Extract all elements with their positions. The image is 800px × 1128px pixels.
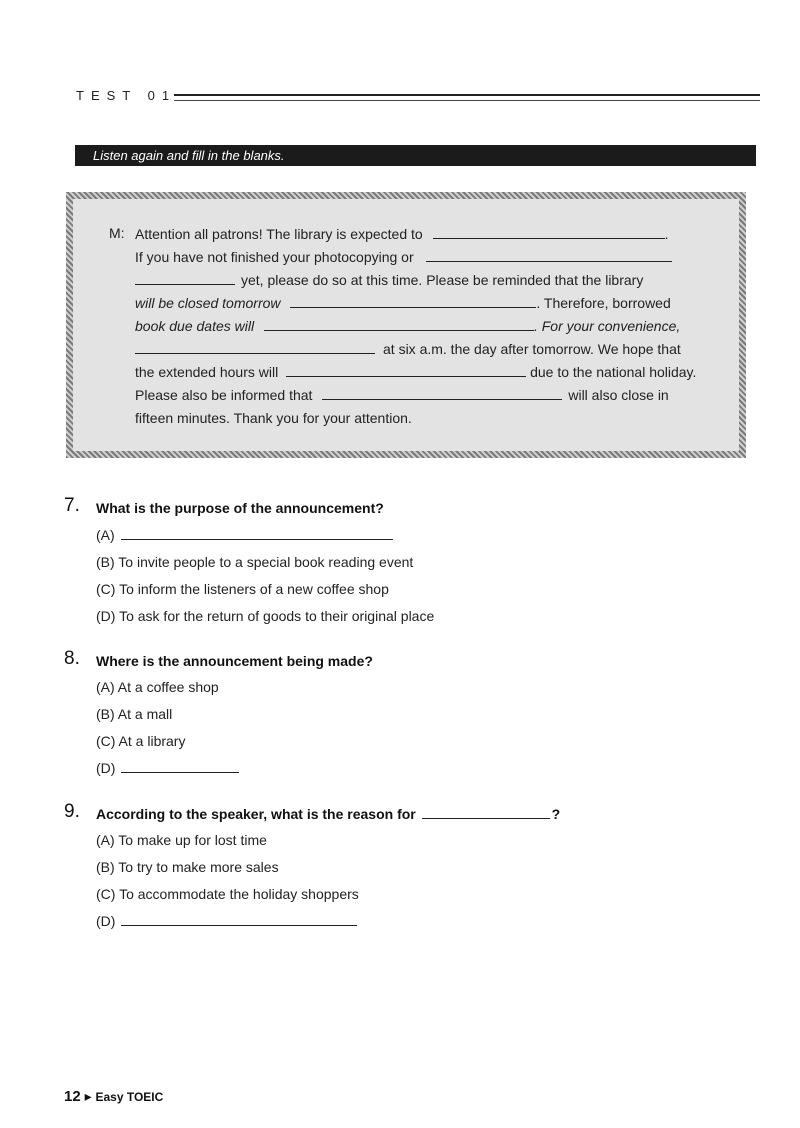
script-text: If you have not finished your photocopying or (135, 249, 414, 265)
answer-blank[interactable] (121, 527, 393, 540)
script-text: due to the national holiday. (530, 364, 697, 380)
script-text: will also close in (568, 387, 669, 403)
fill-blank[interactable] (322, 387, 562, 400)
fill-blank[interactable] (290, 295, 536, 308)
question-number-7: 7. (64, 495, 80, 516)
test-label: TEST 01 (76, 88, 177, 103)
script-text: yet, please do so at this time. Please be reminded that the library (241, 272, 644, 288)
fill-blank[interactable] (286, 364, 526, 377)
question-number-9: 9. (64, 801, 80, 822)
test-header (76, 88, 760, 108)
question-number-8: 8. (64, 648, 80, 669)
script-line-3 (135, 271, 713, 289)
script-line-4 (135, 294, 713, 312)
script-text: fifteen minutes. Thank you for your attention. (135, 410, 412, 426)
section-title-bar (75, 145, 756, 166)
option-9d[interactable] (96, 913, 357, 929)
arrow-icon: ▸ (84, 1088, 92, 1104)
question-text-8: Where is the announcement being made? (96, 653, 373, 669)
option-8a[interactable]: (A) At a coffee shop (96, 679, 219, 695)
section-title: Listen again and fill in the blanks. (93, 148, 285, 163)
dictation-script-box (66, 192, 746, 458)
script-text: book due dates will (135, 318, 255, 334)
answer-blank[interactable] (121, 760, 239, 773)
script-text: the extended hours will (135, 364, 279, 380)
option-8d[interactable] (96, 760, 239, 776)
fill-blank[interactable] (264, 318, 534, 331)
question-text: According to the speaker, what is the reason for (96, 806, 416, 822)
answer-blank[interactable] (422, 806, 550, 819)
script-line-5 (135, 317, 713, 335)
script-text: Please also be informed that (135, 387, 313, 403)
header-rule (174, 94, 760, 101)
option-7a[interactable] (96, 527, 393, 543)
script-line-8 (135, 386, 713, 404)
option-label: (D) (96, 760, 116, 776)
script-text: . Therefore, borrowed (536, 295, 671, 311)
answer-blank[interactable] (121, 913, 357, 926)
script-line-6 (135, 340, 713, 358)
question-end: ? (551, 806, 561, 822)
script-line-1 (135, 225, 713, 243)
speaker-label: M: (109, 225, 125, 241)
option-7c[interactable]: (C) To inform the listeners of a new coffee shop (96, 581, 389, 597)
option-9b[interactable]: (B) To try to make more sales (96, 859, 279, 875)
option-7b[interactable]: (B) To invite people to a special book reading event (96, 554, 414, 570)
fill-blank[interactable] (135, 341, 375, 354)
question-text-7: What is the purpose of the announcement? (96, 500, 384, 516)
question-text-9 (96, 806, 560, 822)
fill-blank[interactable] (433, 226, 665, 239)
script-line-7 (135, 363, 713, 381)
page-number: 12 (64, 1088, 81, 1105)
script-text: Attention all patrons! The library is expected to (135, 226, 423, 242)
script-text: at six a.m. the day after tomorrow. We hope that (383, 341, 681, 357)
option-label: (A) (96, 527, 115, 543)
script-text: . (664, 226, 669, 242)
book-title: Easy TOEIC (95, 1090, 164, 1104)
option-7d[interactable]: (D) To ask for the return of goods to their original place (96, 608, 435, 624)
option-8b[interactable]: (B) At a mall (96, 706, 173, 722)
script-text: . For your convenience, (533, 318, 681, 334)
script-line-9 (135, 409, 713, 427)
fill-blank[interactable] (426, 249, 672, 262)
option-9c[interactable]: (C) To accommodate the holiday shoppers (96, 886, 359, 902)
fill-blank[interactable] (135, 272, 235, 285)
option-9a[interactable]: (A) To make up for lost time (96, 832, 267, 848)
script-line-2 (135, 248, 713, 266)
page-footer (64, 1088, 163, 1105)
option-8c[interactable]: (C) At a library (96, 733, 186, 749)
option-label: (D) (96, 913, 116, 929)
script-text: will be closed tomorrow (135, 295, 281, 311)
